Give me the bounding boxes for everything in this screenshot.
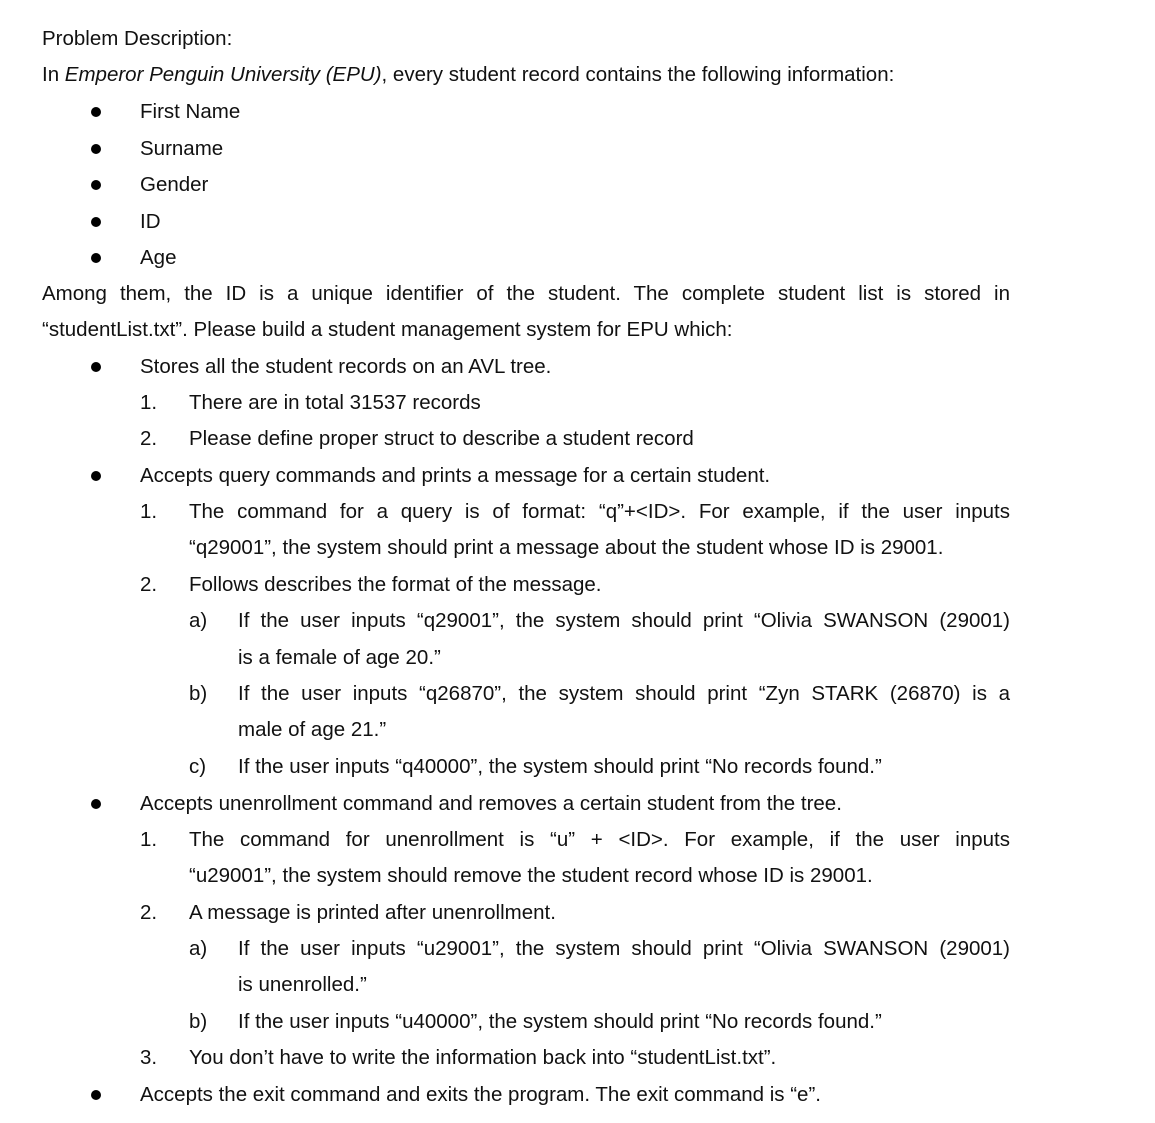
sub-item-letter: c) <box>189 755 207 778</box>
paragraph-line: Among them, the ID is a unique identifier of the student. The complete student list is stored in <box>42 282 1010 305</box>
field-item: Surname <box>140 137 224 160</box>
sub-item-continued: is unenrolled.” <box>238 973 367 996</box>
bullet-icon <box>91 217 101 227</box>
requirement-store: Stores all the student records on an AVL tree. <box>140 355 552 378</box>
list-item: There are in total 31537 records <box>189 391 481 414</box>
list-item: You don’t have to write the information back into “studentList.txt”. <box>189 1046 777 1069</box>
list-number: 1. <box>140 500 158 523</box>
sub-item: If the user inputs “q40000”, the system should print “No records found.” <box>238 755 882 778</box>
field-item: Gender <box>140 173 209 196</box>
section-title: Problem Description: <box>42 27 233 50</box>
field-item: First Name <box>140 100 241 123</box>
sub-item-letter: b) <box>189 1010 208 1033</box>
sub-item-continued: is a female of age 20.” <box>238 646 441 669</box>
list-item: Please define proper struct to describe a student record <box>189 427 694 450</box>
paragraph-line: “studentList.txt”. Please build a student management system for EPU which: <box>42 318 733 341</box>
list-item: The command for a query is of format: “q”+<ID>. For example, if the user inputs <box>189 500 1010 523</box>
list-item: The command for unenrollment is “u” + <ID>. For example, if the user inputs <box>189 828 1010 851</box>
list-number: 2. <box>140 427 158 450</box>
list-number: 3. <box>140 1046 158 1069</box>
list-item-continued: “u29001”, the system should remove the student record whose ID is 29001. <box>189 864 873 887</box>
bullet-icon <box>91 180 101 190</box>
sub-item: If the user inputs “u29001”, the system should print “Olivia SWANSON (29001) <box>238 937 1010 960</box>
list-number: 1. <box>140 391 158 414</box>
intro-suffix: , every student record contains the following information: <box>381 63 895 86</box>
bullet-icon <box>91 144 101 154</box>
field-item: ID <box>140 210 161 233</box>
list-number: 2. <box>140 901 158 924</box>
bullet-icon <box>91 1090 101 1100</box>
intro-sentence <box>42 62 1010 88</box>
sub-item-letter: a) <box>189 609 208 632</box>
list-item-continued: “q29001”, the system should print a message about the student whose ID is 29001. <box>189 536 944 559</box>
sub-item-letter: a) <box>189 937 208 960</box>
bullet-icon <box>91 362 101 372</box>
sub-item-continued: male of age 21.” <box>238 718 387 741</box>
bullet-icon <box>91 107 101 117</box>
sub-item: If the user inputs “u40000”, the system should print “No records found.” <box>238 1010 882 1033</box>
list-item: Follows describes the format of the message. <box>189 573 602 596</box>
field-item: Age <box>140 246 177 269</box>
list-number: 2. <box>140 573 158 596</box>
bullet-icon <box>91 799 101 809</box>
sub-item: If the user inputs “q29001”, the system should print “Olivia SWANSON (29001) <box>238 609 1010 632</box>
list-number: 1. <box>140 828 158 851</box>
requirement-unenroll: Accepts unenrollment command and removes a certain student from the tree. <box>140 792 842 815</box>
requirement-exit: Accepts the exit command and exits the program. The exit command is “e”. <box>140 1083 821 1106</box>
bullet-icon <box>91 253 101 263</box>
requirement-query: Accepts query commands and prints a message for a certain student. <box>140 464 771 487</box>
list-item: A message is printed after unenrollment. <box>189 901 556 924</box>
sub-item-letter: b) <box>189 682 208 705</box>
university-name: Emperor Penguin University (EPU) <box>64 63 382 86</box>
intro-prefix: In <box>42 63 65 86</box>
bullet-icon <box>91 471 101 481</box>
sub-item: If the user inputs “q26870”, the system should print “Zyn STARK (26870) is a <box>238 682 1010 705</box>
